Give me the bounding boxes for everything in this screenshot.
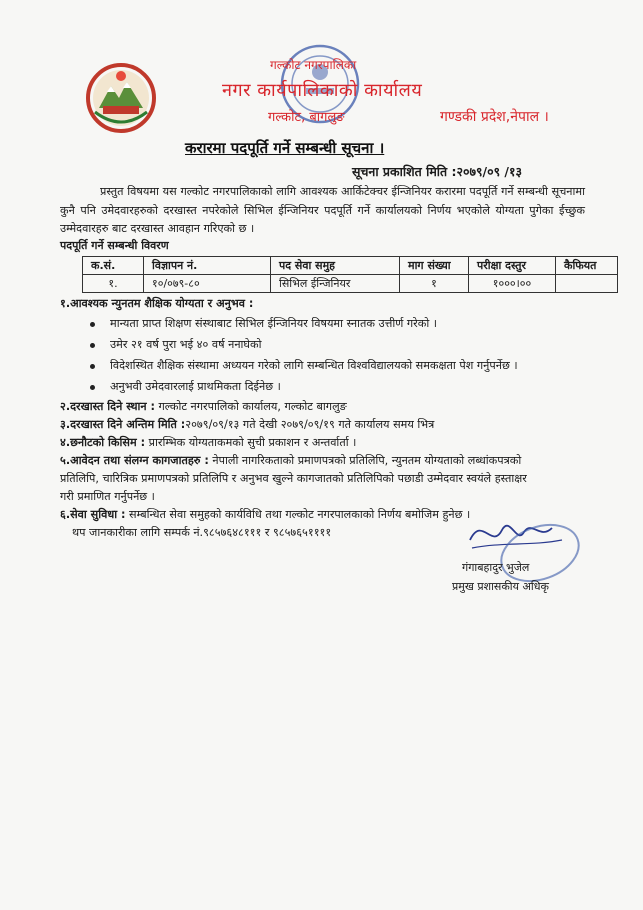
table-header-row: [83, 257, 618, 275]
table-heading: पदपूर्ति गर्ने सम्बन्धी विवरण: [60, 239, 169, 252]
contact-line: थप जानकारीका लागि सम्पर्क नं.९८५७६४८१११ र ९८५७६५११११: [72, 526, 332, 539]
list-item: मान्यता प्राप्त शिक्षण संस्थाबाट सिभिल ईन्जिनियर विषयमा स्नातक उत्तीर्ण गरेको ।: [90, 316, 437, 331]
bullet-icon: [90, 385, 95, 390]
table-row: [83, 275, 618, 293]
signatory-title: प्रमुख प्रशासकीय अधिकृ: [452, 580, 549, 593]
cell-post: सिभिल ईन्जिनियर: [271, 275, 400, 293]
section-1-title: १.आवश्यक न्युनतम शैक्षिक योग्यता र अनुभव :: [60, 297, 254, 310]
cell-sn: १.: [83, 275, 144, 293]
vacancy-table: [82, 256, 618, 293]
col-header-sn: क.सं.: [83, 257, 144, 275]
intro-paragraph: प्रस्तुत विषयमा यस गल्कोट नगरपालिकाको लागि आवश्यक आर्किटेक्चर ईन्जिनियर करारमा पदपूर्ति गर्ने सम्बन्धी सूचनामा कुनै पनि उमेदवारहरुको दरखास्त नपरेकोले सिभिल ईन्जिनियर पदपूर्ति गर्ने कार्यालयको निर्णय भएकोले योग्यता पुगेका ईच्छुक उम्मेदवारहरु बाट दरखास्त आवहान गरिएको छ ।: [60, 185, 585, 235]
section-3: ३.दरखास्त दिने अन्तिम मिति :२०७९/०९/१३ गते देखी २०७९/०९/१९ गते कार्यालय समय भित्र: [60, 418, 435, 431]
published-date: सूचना प्रकाशित मिति :२०७९/०९ /१३: [352, 164, 522, 179]
municipality-name: गल्कोट नगरपालिका: [270, 58, 357, 72]
col-header-demand: माग संख्या: [400, 257, 469, 275]
section-5-cont: प्रतिलिपि, चारित्रिक प्रमाणपत्रको प्रतिलिपि र अनुभव खुल्ने कागजातको प्रतिलिपिको पछाडी उम्मेदवार स्वयंले हस्ताक्षर: [60, 472, 527, 485]
cell-fee: १०००।००: [469, 275, 556, 293]
list-item: विदेशस्थित शैक्षिक संस्थामा अध्ययन गरेको लागि सम्बन्धित विश्वविद्यालयको समकक्षता पेश गर्नुपर्नेछ ।: [90, 358, 518, 373]
bullet-icon: [90, 343, 95, 348]
office-address: गल्कोट, बागलुङ: [268, 110, 345, 125]
col-header-remarks: कैफियत: [556, 257, 618, 275]
cell-ad-no: १०/०७९-८०: [144, 275, 271, 293]
col-header-post: पद सेवा समुह: [271, 257, 400, 275]
section-4: ४.छनौटको किसिम : प्रारम्भिक योग्यताकमको सुची प्रकाशन र अन्तर्वार्ता ।: [60, 436, 357, 449]
section-5-cont2: गरी प्रमाणित गर्नुपर्नेछ ।: [60, 490, 155, 503]
col-header-fee: परीक्षा दस्तुर: [469, 257, 556, 275]
section-5: ५.आवेदन तथा संलग्न कागजातहरु : नेपाली नागरिकताको प्रमाणपत्रको प्रतिलिपि, न्युनतम योग्यताको लब्धांकपत्रको: [60, 454, 522, 467]
bullet-icon: [90, 364, 95, 369]
cell-remarks: [556, 275, 618, 293]
signatory-name: गंगाबहादुर भुजेल: [462, 561, 530, 574]
nepal-emblem-icon: [85, 62, 157, 134]
col-header-ad-no: विज्ञापन नं.: [144, 257, 271, 275]
province-name: गण्डकी प्रदेश,नेपाल ।: [440, 109, 549, 125]
list-item: उमेर २१ वर्ष पुरा भई ४० वर्ष ननाघेको: [90, 337, 262, 352]
notice-title: करारमा पदपूर्ति गर्ने सम्बन्धी सूचना ।: [185, 139, 385, 157]
section-6: ६.सेवा सुविधा : सम्बन्धित सेवा समुहको कार्यविधि तथा गल्कोट नगरपालकाको निर्णय बमोजिम हुनेछ ।: [60, 508, 471, 521]
cell-demand: १: [400, 275, 469, 293]
office-name: नगर कार्यपालिकाको कार्यालय: [222, 80, 423, 101]
list-item: अनुभवी उमेदवारलाई प्राथमिकता दिईनेछ ।: [90, 379, 281, 394]
section-2: २.दरखास्त दिने स्थान : गल्कोट नगरपालिको कार्यालय, गल्कोट बागलुङ: [60, 400, 347, 413]
bullet-icon: [90, 322, 95, 327]
